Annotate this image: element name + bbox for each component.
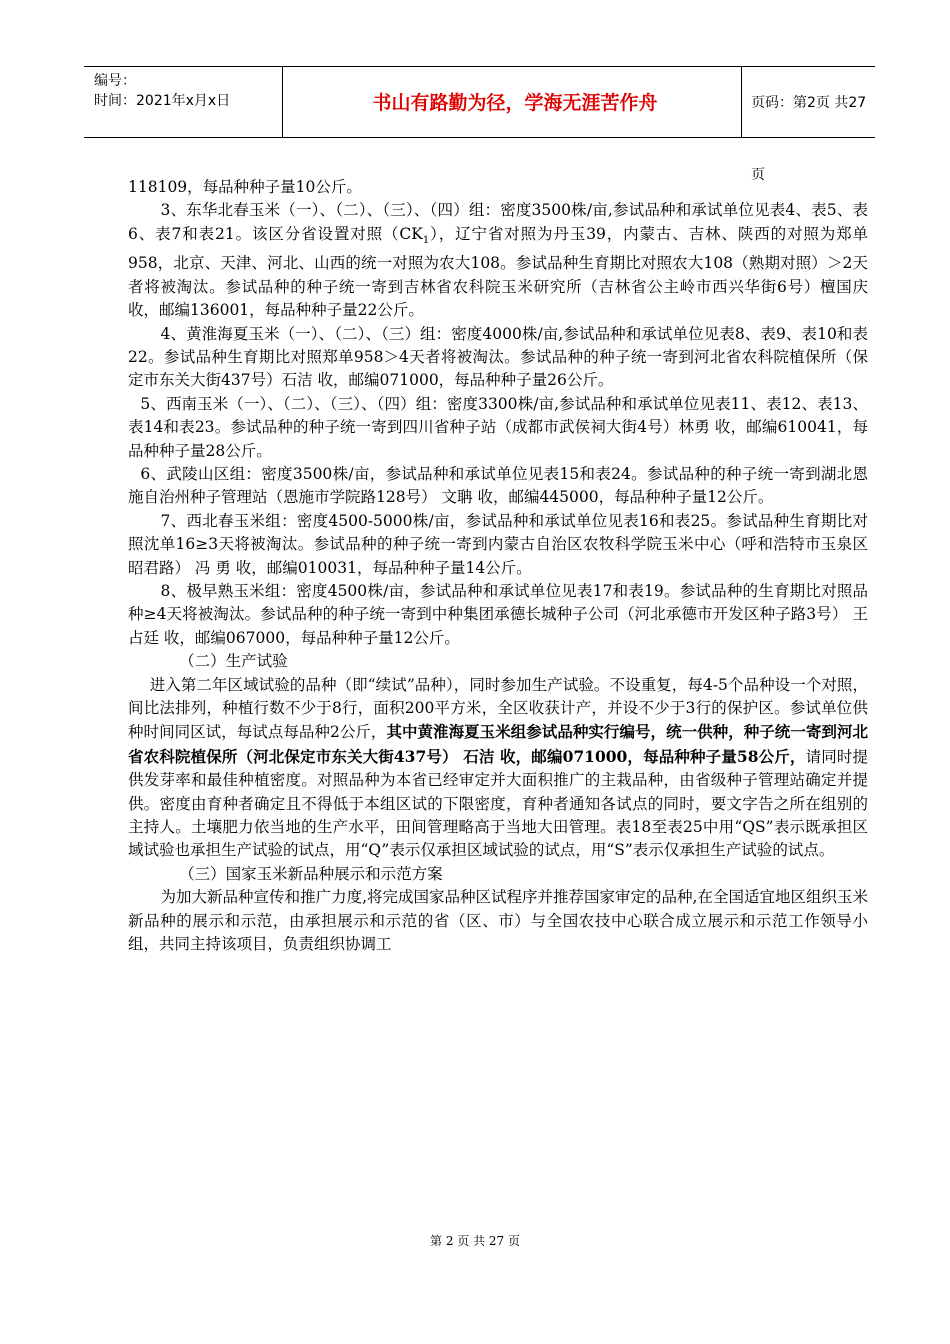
section-heading: （三）国家玉米新品种展示和示范方案 (179, 864, 443, 883)
paragraph: 4、黄淮海夏玉米（一）、（二）、（三）组：密度4000株/亩,参试品种和承试单位见表8、表9、表10和表22。参试品种生育期比对照郑单958＞4天者将被淘汰。参试品种的种子统一寄到河北省农科院植保所（保定市东关大街437号）石洁 收，邮编071000，每品种种子量26公斤。 (128, 324, 868, 390)
paragraph: 7、西北春玉米组：密度4500-5000株/亩，参试品种和承试单位见表16和表25。参试品种生育期比对照沈单16≥3天将被淘汰。参试品种的种子统一寄到内蒙古自治区农牧科学院玉米中心（呼和浩特市玉泉区昭君路） 冯 勇 收，邮编010031，每品种种子量14公斤。 (128, 511, 868, 577)
paragraph: 为加大新品种宣传和推广力度,将完成国家品种区试程序并推荐国家审定的品种,在全国适宜地区组织玉米新品种的展示和示范，由承担展示和示范的省（区、市）与全国农技中心联合成立展示和示范工作领导小组，共同主持该项目，负责组织协调工 (128, 888, 868, 954)
header-divider (741, 67, 742, 137)
paragraph: 进入第二年区域试验的品种（即“续试”品种），同时参加生产试验。不设重复，每4-5个品种设一个对照，间比法排列，种植行数不少于8行，面积200平方米，全区收获计产，并设不少于3行的保护区。参试单位供种时间同区试，每试点每品种2公斤，其中黄淮海夏玉米组参试品种实行编号，统一供种，种子统一寄到河北省农科院植保所（河北保定市东关大街437号） 石洁 收，邮编071000，每品种种子量58公斤，请同时提供发芽率和最佳种植密度。对照品种为本省已经审定并大面积推广的主栽品种，由省级种子管理站确定并提供。密度由育种者确定且不得低于本组区试的下限密度，育种者通知各试点的同时，要文字告之所在组别的主持人。土壤肥力依当地的生产水平，田间管理略高于当地大田管理。表18至表25中用“QS”表示既承担区域试验也承担生产试验的试点，用“Q”表示仅承担区域试验的试点，用“S”表示仅承担生产试验的试点。 (128, 675, 868, 860)
document-number-label: 编号： (94, 73, 136, 89)
page-footer: 第 2 页 共 27 页 (430, 1234, 520, 1248)
page-header (84, 66, 875, 183)
paragraph: 3、东华北春玉米（一）、（二）、（三）、（四）组：密度3500株/亩,参试品种和承试单位见表4、表5、表6、表7和表21。该区分省设置对照$(CK_1)$，辽宁省对照为丹玉39，内蒙古、吉林、陕西的对照为郑单958，北京、天津、河北、山西的统一对照为农大108。参试品种生育期比对照农大108（熟期对照）＞2天者将被淘汰。参试品种的种子统一寄到吉林省农科院玉米研究所（吉林省公主岭市西兴华街6号）檀国庆 收，邮编136001，每品种种子量22公斤。 (128, 201, 869, 320)
bold-text: 其中黄淮海夏玉米组参试品种实行编号，统一供种，种子统一寄到河北省农科院植保所（河北保定市东关大街437号） 石洁 收，邮编071000，每品种种子量58公斤， (128, 722, 868, 766)
section-heading: （二）生产试验 (179, 652, 288, 671)
paragraph: 5、西南玉米（一）、（二）、（三）、（四）组：密度3300株/亩,参试品种和承试单位见表11、表12、表13、表14和表23。参试品种的种子统一寄到四川省种子站（成都市武侯祠大街4号）林勇 收，邮编610041，每品种种子量28公斤。 (128, 394, 868, 460)
paragraph: 6、武陵山区组：密度3500株/亩，参试品种和承试单位见表15和表24。参试品种的种子统一寄到湖北恩施自治州种子管理站（恩施市学院路128号） 文聃 收，邮编445000，每品种种子量12公斤。 (128, 464, 868, 507)
paragraph: 8、极早熟玉米组：密度4500株/亩，参试品种和承试单位见表17和表19。参试品种的生育期比对照品种≥4天将被淘汰。参试品种的种子统一寄到中种集团承德长城种子公司（河北承德市开发区种子路3号） 王占廷 收，邮编067000，每品种种子量12公斤。 (128, 582, 868, 647)
document-date: 时间：2021年x月x日 (94, 93, 231, 109)
header-meta (94, 71, 230, 111)
document-body (128, 176, 868, 957)
header-motto: 书山有路勤为径，学海无涯苦作舟 (372, 92, 658, 114)
header-page-info: 页码：第2页 共27页 (751, 95, 867, 183)
header-divider (282, 67, 283, 137)
paragraph: 118109，每品种种子量10公斤。 (128, 178, 362, 196)
